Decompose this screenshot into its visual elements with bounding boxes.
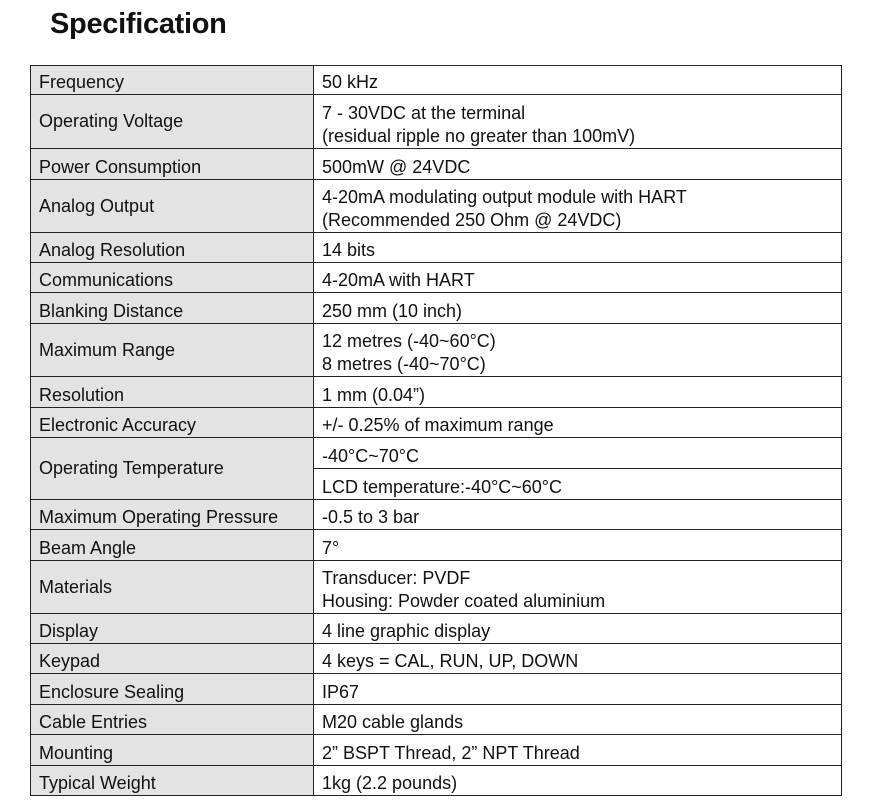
specification-table (30, 65, 842, 796)
spec-value: 500mW @ 24VDC (314, 149, 842, 180)
spec-value: -40°C~70°C (314, 438, 842, 469)
spec-value-line: 8 metres (-40~70°C) (322, 354, 486, 374)
spec-label: Resolution (31, 377, 314, 408)
spec-label: Mounting (31, 735, 314, 766)
spec-value-line: (Recommended 250 Ohm @ 24VDC) (322, 210, 622, 230)
spec-label: Typical Weight (31, 766, 314, 796)
table-row-communications (31, 263, 842, 293)
spec-label: Maximum Operating Pressure (31, 500, 314, 530)
spec-value: +/- 0.25% of maximum range (314, 408, 842, 438)
table-row-enclosure-sealing (31, 674, 842, 705)
spec-value-line: 7 - 30VDC at the terminal (322, 103, 526, 123)
spec-value (314, 324, 842, 377)
table-row-frequency (31, 66, 842, 95)
spec-value-line: 12 metres (-40~60°C) (322, 331, 496, 351)
spec-value: 250 mm (10 inch) (314, 293, 842, 324)
page-title: Specification (50, 8, 227, 40)
spec-label: Operating Voltage (31, 95, 314, 149)
spec-label: Enclosure Sealing (31, 674, 314, 705)
spec-value: -0.5 to 3 bar (314, 500, 842, 530)
spec-value-line: 4-20mA modulating output module with HART (322, 187, 687, 207)
spec-label: Beam Angle (31, 530, 314, 561)
spec-value (314, 561, 842, 614)
table-row-maximum-range (31, 324, 842, 377)
table-row-typical-weight (31, 766, 842, 796)
table-row-resolution (31, 377, 842, 408)
spec-value: IP67 (314, 674, 842, 705)
spec-value-line: Housing: Powder coated aluminium (322, 591, 606, 611)
table-row-cable-entries (31, 705, 842, 735)
spec-label: Cable Entries (31, 705, 314, 735)
spec-label: Electronic Accuracy (31, 408, 314, 438)
spec-value: 4 line graphic display (314, 614, 842, 644)
table-row-mounting (31, 735, 842, 766)
table-row-keypad (31, 644, 842, 674)
spec-label: Keypad (31, 644, 314, 674)
spec-label: Materials (31, 561, 314, 614)
spec-value (314, 180, 842, 233)
spec-value: 1kg (2.2 pounds) (314, 766, 842, 796)
spec-label: Blanking Distance (31, 293, 314, 324)
table-row-power-consumption (31, 149, 842, 180)
spec-label: Frequency (31, 66, 314, 95)
spec-label: Analog Output (31, 180, 314, 233)
table-row-analog-output (31, 180, 842, 233)
spec-value: M20 cable glands (314, 705, 842, 735)
spec-value (314, 95, 842, 149)
table-row-operating-voltage (31, 95, 842, 149)
spec-label: Maximum Range (31, 324, 314, 377)
spec-value: 50 kHz (314, 66, 842, 95)
spec-value: 14 bits (314, 233, 842, 263)
spec-label: Operating Temperature (31, 438, 314, 500)
spec-value: LCD temperature:-40°C~60°C (314, 469, 842, 500)
spec-value: 7° (314, 530, 842, 561)
spec-label: Analog Resolution (31, 233, 314, 263)
spec-label: Display (31, 614, 314, 644)
table-row-maximum-operating-pressure (31, 500, 842, 530)
table-row-electronic-accuracy (31, 408, 842, 438)
table-row-materials (31, 561, 842, 614)
table-row-blanking-distance (31, 293, 842, 324)
table-row-display (31, 614, 842, 644)
spec-value: 4-20mA with HART (314, 263, 842, 293)
spec-value-line: (residual ripple no greater than 100mV) (322, 126, 636, 146)
table-row-beam-angle (31, 530, 842, 561)
spec-label: Power Consumption (31, 149, 314, 180)
spec-label: Communications (31, 263, 314, 293)
spec-value: 1 mm (0.04”) (314, 377, 842, 408)
spec-value-line: Transducer: PVDF (322, 568, 471, 588)
spec-value: 2” BSPT Thread, 2” NPT Thread (314, 735, 842, 766)
table-row-analog-resolution (31, 233, 842, 263)
spec-value: 4 keys = CAL, RUN, UP, DOWN (314, 644, 842, 674)
table-row-operating-temperature (31, 438, 842, 469)
